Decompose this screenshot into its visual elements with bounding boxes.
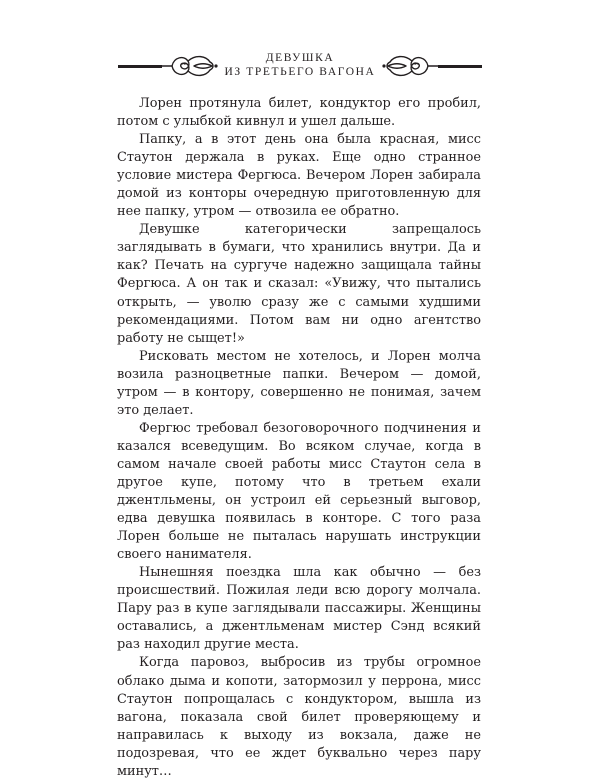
flourish-ornament-left-icon [160,52,218,80]
paragraph: Нынешняя поездка шла как обычно — без происшествий. Пожилая леди всю дорогу молчала. Пару раз в купе заглядывали пассажиры. Женщины оставались, а джентльменам мистер Сэнд всякий раз находил другие места. [117,565,481,653]
paragraph: Когда паровоз, выбросив из трубы огромное облако дыма и копоти, затормозил у перрона, мисс Стаутон попрощалась с кондуктором, вышла из вагона, показала свой билет проверяющему и направилась к выходу из вокзала, даже не подозревая, что ее ждет буквально через пару минут… [117,655,481,779]
running-title-line-2: ИЗ ТРЕТЬЕГО ВАГОНА [224,66,376,78]
paragraph: Лорен протянула билет, кондуктор его пробил, потом с улыбкой кивнул и ушел дальше. [117,96,481,130]
header-rule-left [118,65,162,68]
running-title-line-1: ДЕВУШКА [265,52,335,64]
flourish-ornament-right-icon [382,52,440,80]
running-title [218,51,382,79]
body-text [117,95,481,781]
paragraph: Фергюс требовал безоговорочного подчинения и казался всеведущим. Во всяком случае, когда в самом начале своей работы мисс Стаутон села в другое купе, потому что в третьем ехали джентльмены, он устроил ей серьезный выговор, едва девушка появилась в конторе. С того раза Лорен больше не пыталась нарушать инструкции своего нанимателя. [117,420,481,563]
header-rule-right [438,65,482,68]
paragraph: Девушке категорически запрещалось заглядывать в бумаги, что хранились внутри. Да и как? Печать на сургуче надежно защищала тайны Фергюса. А он так и сказал: «Увижу, что пытались открыть, — уволю сразу же с самыми худшими рекомендациями. Потом вам ни одно агентство работу не сыщет!» [117,222,481,346]
running-header [118,46,482,86]
paragraph: Рисковать местом не хотелось, и Лорен молча возила разноцветные папки. Вечером — домой, утром — в контору, совершенно не понимая, зачем это делает. [117,348,481,418]
paragraph: Папку, а в этот день она была красная, мисс Стаутон держала в руках. Еще одно странное условие мистера Фергюса. Вечером Лорен забирала домой из конторы очередную приготовленную для нее папку, утром — отвозила ее обратно. [117,132,481,220]
